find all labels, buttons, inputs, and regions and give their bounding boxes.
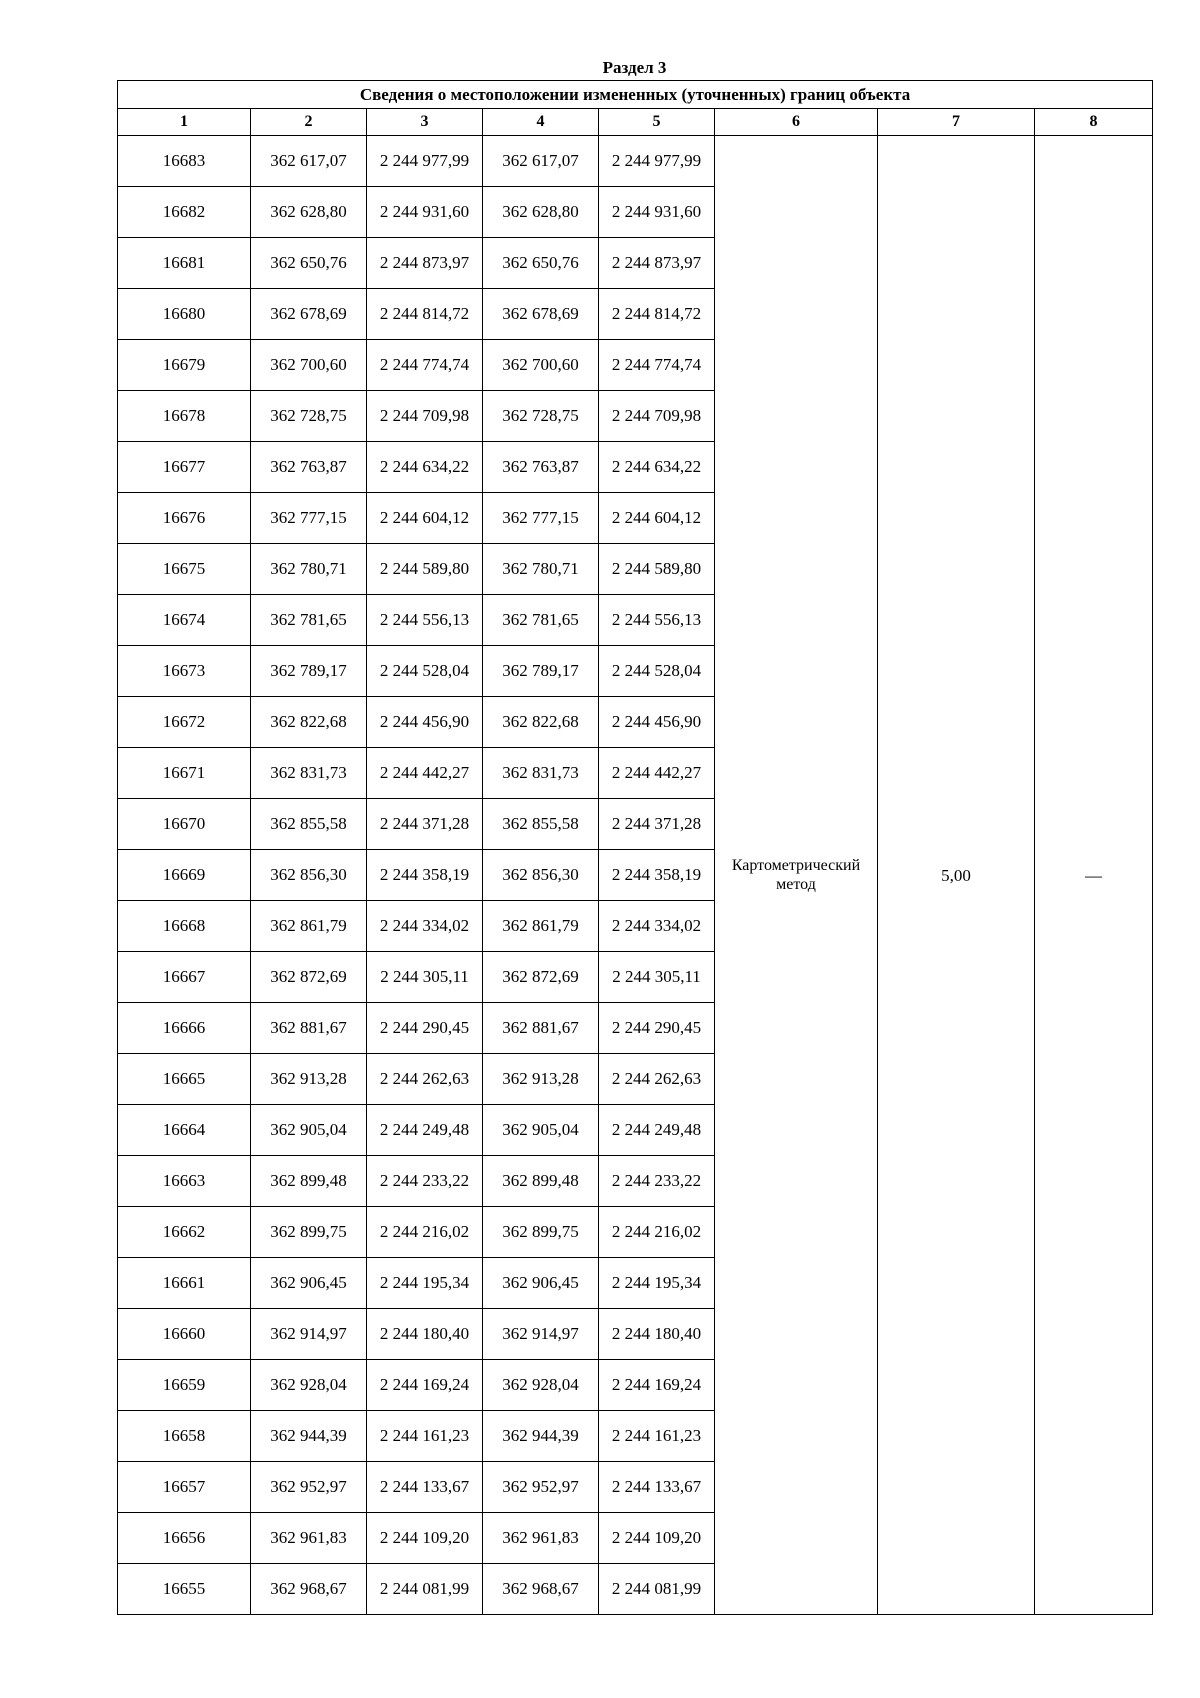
y-existing-cell: 2 244 977,99 [367,136,483,187]
point-number-cell: 16665 [118,1054,251,1105]
x-new-cell: 362 700,60 [483,340,599,391]
x-existing-cell: 362 906,45 [251,1258,367,1309]
y-existing-cell: 2 244 814,72 [367,289,483,340]
y-new-cell: 2 244 169,24 [599,1360,715,1411]
y-existing-cell: 2 244 528,04 [367,646,483,697]
point-number-cell: 16671 [118,748,251,799]
x-existing-cell: 362 789,17 [251,646,367,697]
x-new-cell: 362 928,04 [483,1360,599,1411]
y-existing-cell: 2 244 180,40 [367,1309,483,1360]
point-number-cell: 16664 [118,1105,251,1156]
y-new-cell: 2 244 109,20 [599,1513,715,1564]
y-existing-cell: 2 244 358,19 [367,850,483,901]
x-existing-cell: 362 968,67 [251,1564,367,1615]
x-new-cell: 362 913,28 [483,1054,599,1105]
x-existing-cell: 362 650,76 [251,238,367,289]
point-number-cell: 16683 [118,136,251,187]
y-new-cell: 2 244 371,28 [599,799,715,850]
x-new-cell: 362 780,71 [483,544,599,595]
y-existing-cell: 2 244 604,12 [367,493,483,544]
point-number-cell: 16658 [118,1411,251,1462]
point-number-cell: 16670 [118,799,251,850]
x-new-cell: 362 961,83 [483,1513,599,1564]
x-new-cell: 362 650,76 [483,238,599,289]
x-existing-cell: 362 678,69 [251,289,367,340]
point-number-cell: 16662 [118,1207,251,1258]
point-number-cell: 16669 [118,850,251,901]
x-new-cell: 362 861,79 [483,901,599,952]
x-new-cell: 362 952,97 [483,1462,599,1513]
accuracy-cell: 5,00 [878,136,1035,1615]
x-existing-cell: 362 914,97 [251,1309,367,1360]
point-number-cell: 16680 [118,289,251,340]
y-new-cell: 2 244 604,12 [599,493,715,544]
point-number-cell: 16673 [118,646,251,697]
y-new-cell: 2 244 358,19 [599,850,715,901]
point-number-cell: 16674 [118,595,251,646]
y-new-cell: 2 244 161,23 [599,1411,715,1462]
x-existing-cell: 362 617,07 [251,136,367,187]
column-number: 8 [1035,109,1153,136]
x-new-cell: 362 856,30 [483,850,599,901]
x-new-cell: 362 944,39 [483,1411,599,1462]
x-existing-cell: 362 872,69 [251,952,367,1003]
x-new-cell: 362 899,48 [483,1156,599,1207]
y-new-cell: 2 244 195,34 [599,1258,715,1309]
point-number-cell: 16666 [118,1003,251,1054]
y-new-cell: 2 244 305,11 [599,952,715,1003]
x-existing-cell: 362 961,83 [251,1513,367,1564]
x-new-cell: 362 905,04 [483,1105,599,1156]
x-existing-cell: 362 913,28 [251,1054,367,1105]
point-number-cell: 16675 [118,544,251,595]
y-new-cell: 2 244 262,63 [599,1054,715,1105]
x-existing-cell: 362 881,67 [251,1003,367,1054]
column-number: 2 [251,109,367,136]
x-existing-cell: 362 928,04 [251,1360,367,1411]
y-existing-cell: 2 244 931,60 [367,187,483,238]
x-existing-cell: 362 944,39 [251,1411,367,1462]
y-new-cell: 2 244 081,99 [599,1564,715,1615]
x-new-cell: 362 777,15 [483,493,599,544]
y-existing-cell: 2 244 109,20 [367,1513,483,1564]
x-new-cell: 362 914,97 [483,1309,599,1360]
x-existing-cell: 362 831,73 [251,748,367,799]
point-number-cell: 16655 [118,1564,251,1615]
point-number-cell: 16677 [118,442,251,493]
point-number-cell: 16678 [118,391,251,442]
x-new-cell: 362 763,87 [483,442,599,493]
x-existing-cell: 362 763,87 [251,442,367,493]
point-number-cell: 16661 [118,1258,251,1309]
point-number-cell: 16667 [118,952,251,1003]
description-cell: — [1035,136,1153,1615]
x-existing-cell: 362 728,75 [251,391,367,442]
x-existing-cell: 362 628,80 [251,187,367,238]
y-new-cell: 2 244 442,27 [599,748,715,799]
point-number-cell: 16679 [118,340,251,391]
column-number: 6 [715,109,878,136]
point-number-cell: 16663 [118,1156,251,1207]
y-existing-cell: 2 244 774,74 [367,340,483,391]
x-new-cell: 362 855,58 [483,799,599,850]
y-existing-cell: 2 244 081,99 [367,1564,483,1615]
y-existing-cell: 2 244 873,97 [367,238,483,289]
y-new-cell: 2 244 931,60 [599,187,715,238]
column-number: 4 [483,109,599,136]
method-cell: Картометрический метод [715,136,878,1615]
y-new-cell: 2 244 249,48 [599,1105,715,1156]
y-new-cell: 2 244 814,72 [599,289,715,340]
y-existing-cell: 2 244 442,27 [367,748,483,799]
y-existing-cell: 2 244 133,67 [367,1462,483,1513]
x-existing-cell: 362 905,04 [251,1105,367,1156]
y-existing-cell: 2 244 195,34 [367,1258,483,1309]
column-number: 3 [367,109,483,136]
y-existing-cell: 2 244 589,80 [367,544,483,595]
y-new-cell: 2 244 634,22 [599,442,715,493]
y-new-cell: 2 244 589,80 [599,544,715,595]
x-new-cell: 362 822,68 [483,697,599,748]
point-number-cell: 16659 [118,1360,251,1411]
x-new-cell: 362 968,67 [483,1564,599,1615]
y-existing-cell: 2 244 556,13 [367,595,483,646]
y-existing-cell: 2 244 169,24 [367,1360,483,1411]
x-new-cell: 362 872,69 [483,952,599,1003]
point-number-cell: 16657 [118,1462,251,1513]
point-number-cell: 16656 [118,1513,251,1564]
x-existing-cell: 362 700,60 [251,340,367,391]
y-new-cell: 2 244 334,02 [599,901,715,952]
x-existing-cell: 362 855,58 [251,799,367,850]
x-new-cell: 362 789,17 [483,646,599,697]
y-existing-cell: 2 244 249,48 [367,1105,483,1156]
y-existing-cell: 2 244 305,11 [367,952,483,1003]
y-new-cell: 2 244 180,40 [599,1309,715,1360]
x-new-cell: 362 906,45 [483,1258,599,1309]
x-new-cell: 362 881,67 [483,1003,599,1054]
point-number-cell: 16676 [118,493,251,544]
y-existing-cell: 2 244 456,90 [367,697,483,748]
boundary-coordinates-table [117,80,1153,1615]
x-existing-cell: 362 777,15 [251,493,367,544]
x-existing-cell: 362 861,79 [251,901,367,952]
x-new-cell: 362 617,07 [483,136,599,187]
y-existing-cell: 2 244 233,22 [367,1156,483,1207]
y-existing-cell: 2 244 334,02 [367,901,483,952]
x-existing-cell: 362 781,65 [251,595,367,646]
x-new-cell: 362 831,73 [483,748,599,799]
y-new-cell: 2 244 528,04 [599,646,715,697]
y-existing-cell: 2 244 262,63 [367,1054,483,1105]
point-number-cell: 16672 [118,697,251,748]
y-new-cell: 2 244 873,97 [599,238,715,289]
x-existing-cell: 362 952,97 [251,1462,367,1513]
point-number-cell: 16660 [118,1309,251,1360]
x-new-cell: 362 781,65 [483,595,599,646]
y-existing-cell: 2 244 371,28 [367,799,483,850]
y-new-cell: 2 244 977,99 [599,136,715,187]
y-new-cell: 2 244 456,90 [599,697,715,748]
y-existing-cell: 2 244 216,02 [367,1207,483,1258]
section-title: Раздел 3 [602,58,667,77]
y-existing-cell: 2 244 709,98 [367,391,483,442]
table-row [118,136,1153,187]
y-new-cell: 2 244 133,67 [599,1462,715,1513]
column-number: 5 [599,109,715,136]
point-number-cell: 16682 [118,187,251,238]
y-new-cell: 2 244 709,98 [599,391,715,442]
column-number: 1 [118,109,251,136]
x-existing-cell: 362 780,71 [251,544,367,595]
table-body [118,136,1153,1615]
y-new-cell: 2 244 290,45 [599,1003,715,1054]
y-new-cell: 2 244 233,22 [599,1156,715,1207]
x-new-cell: 362 678,69 [483,289,599,340]
y-new-cell: 2 244 216,02 [599,1207,715,1258]
point-number-cell: 16668 [118,901,251,952]
x-new-cell: 362 728,75 [483,391,599,442]
y-existing-cell: 2 244 290,45 [367,1003,483,1054]
y-existing-cell: 2 244 634,22 [367,442,483,493]
x-existing-cell: 362 899,48 [251,1156,367,1207]
y-new-cell: 2 244 774,74 [599,340,715,391]
point-number-cell: 16681 [118,238,251,289]
x-existing-cell: 362 856,30 [251,850,367,901]
x-existing-cell: 362 899,75 [251,1207,367,1258]
column-number: 7 [878,109,1035,136]
y-existing-cell: 2 244 161,23 [367,1411,483,1462]
x-existing-cell: 362 822,68 [251,697,367,748]
table-caption: Сведения о местоположении измененных (уточненных) границ объекта [118,81,1153,109]
x-new-cell: 362 628,80 [483,187,599,238]
x-new-cell: 362 899,75 [483,1207,599,1258]
y-new-cell: 2 244 556,13 [599,595,715,646]
